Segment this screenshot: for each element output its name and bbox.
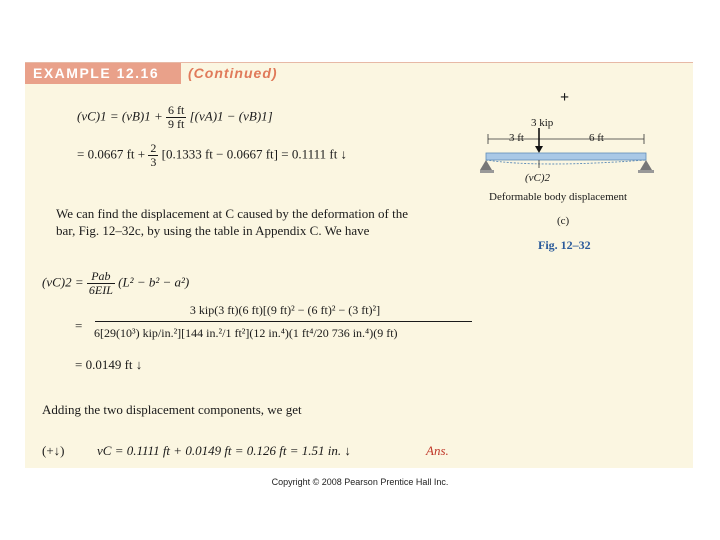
deflected-shape	[486, 160, 646, 164]
eq3-frac-num: Pab	[87, 270, 115, 284]
example-label: EXAMPLE 12.16	[25, 63, 181, 84]
eq2-fraction	[148, 142, 158, 169]
eq2-frac-den: 3	[150, 155, 157, 169]
eq1-frac-num: 6 ft	[168, 103, 185, 117]
figure-dim-left: 3 ft	[509, 132, 524, 144]
figure-plus-sign: +	[560, 89, 570, 106]
load-arrow-head	[535, 146, 543, 153]
beam-figure	[480, 128, 660, 180]
equation-5: = 0.0149 ft ↓	[75, 357, 143, 372]
continued-label: (Continued)	[188, 65, 278, 81]
copyright-notice: Copyright © 2008 Pearson Prentice Hall Inc.	[271, 477, 449, 487]
eq1-rhs: [(vA)1 − (vB)1]	[189, 108, 273, 124]
eq3-fraction	[87, 270, 115, 297]
figure-load-label: 3 kip	[531, 117, 554, 129]
eq2-rhs: [0.1333 ft − 0.0667 ft] = 0.1111 ft ↓	[161, 146, 348, 162]
final-expression: vC = 0.1111 ft + 0.0149 ft = 0.126 ft = 1.51 in. ↓	[97, 443, 351, 458]
eq4-lead: =	[75, 318, 83, 333]
final-sign-convention: (+↓)	[42, 443, 65, 458]
equation-3	[42, 270, 189, 297]
eq3-lhs: (vC)2 =	[42, 274, 84, 290]
eq1-fraction	[166, 104, 186, 131]
beam	[486, 153, 646, 160]
pin-support-right	[640, 160, 652, 170]
eq1-lhs: (vC)1 = (vB)1 +	[77, 108, 163, 124]
pin-support-left	[480, 160, 492, 170]
equation-1	[77, 104, 273, 131]
eq2-lead: = 0.0667 ft +	[77, 146, 146, 162]
eq2-frac-num: 2	[150, 141, 157, 155]
eq4-fraction-bar	[95, 321, 472, 322]
ground-left	[480, 170, 494, 173]
figure-number: Fig. 12–32	[538, 238, 591, 252]
figure-dim-right: 6 ft	[589, 132, 604, 144]
answer-label: Ans.	[426, 443, 449, 458]
figure-caption: Deformable body displacement	[489, 191, 628, 203]
ground-right	[638, 170, 654, 173]
eq3-frac-den: 6EIL	[88, 283, 113, 297]
eq4-denominator: 6[29(10³) kip/in.²][144 in.²/1 ft²](12 in.⁴)(1 ft⁴/20 736 in.⁴)(9 ft)	[94, 326, 398, 340]
paragraph-2: Adding the two displacement components, we get	[42, 402, 302, 417]
eq3-rhs: (L² − b² − a²)	[118, 274, 190, 290]
eq4-numerator: 3 kip(3 ft)(6 ft)[(9 ft)² − (6 ft)² − (3 ft)²]	[189, 303, 381, 317]
equation-2	[77, 142, 347, 169]
figure-part-label: (c)	[557, 215, 570, 227]
paragraph-1-line-2: bar, Fig. 12–32c, by using the table in Appendix C. We have	[56, 223, 370, 238]
figure-displacement-label: (vC)2	[525, 172, 551, 184]
paragraph-1-line-1: We can find the displacement at C caused by the deformation of the	[56, 206, 408, 221]
eq1-frac-den: 9 ft	[168, 117, 185, 131]
